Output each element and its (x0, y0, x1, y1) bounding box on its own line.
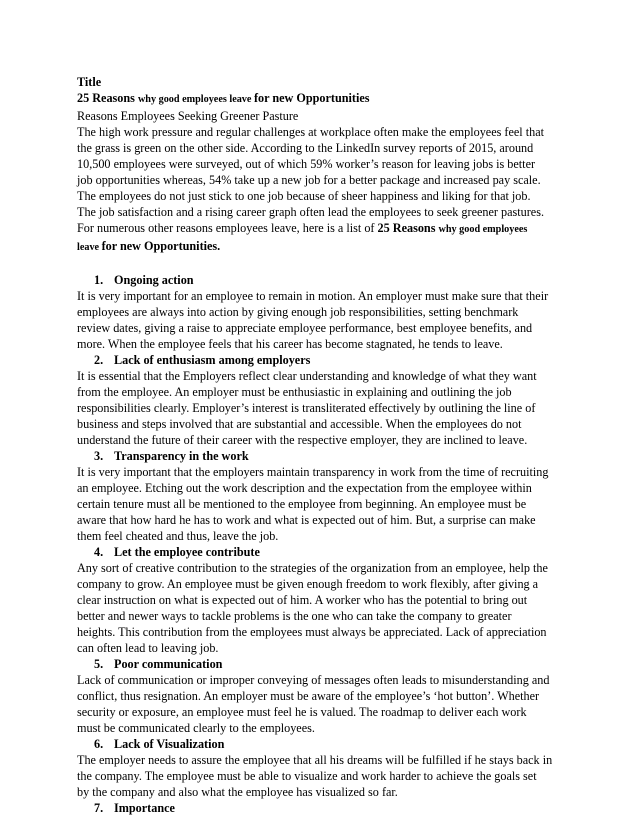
section-body-line: the company. The employee must be able to visualize and work harder to achieve the goals set (77, 769, 537, 783)
intro-bold: 25 Reasons (377, 221, 439, 235)
intro-bold-small: leave (77, 242, 102, 253)
section-heading-text: Lack of Visualization (114, 737, 225, 751)
title-part-a: 25 Reasons (77, 91, 138, 105)
section-body-line: must be communicated clearly to the employees. (77, 721, 315, 735)
title-part-b: why good employees leave (137, 94, 254, 105)
section (77, 352, 577, 448)
section (77, 736, 577, 800)
section-heading (77, 448, 577, 464)
section (77, 544, 577, 656)
section (77, 800, 577, 816)
section-heading (77, 544, 577, 560)
section-body-line: heights. This contribution from the employees must always be appreciated. Lack of appreciation (77, 625, 547, 639)
section-body-line: an employee. Etching out the work description and the expectation from the employee within (77, 481, 532, 495)
section-body-line: company to grow. An employee must be given enough freedom to work flexibly, after giving a (77, 577, 539, 591)
title-part-c: for new Opportunities (253, 91, 370, 105)
section-body-line: employees are always into action by giving enough job responsibilities, setting benchmark (77, 305, 519, 319)
section-body-line: security or exposure, an employee must feel he is valued. The roadmap to deliver each work (77, 705, 527, 719)
section-body-line: from the employee. An employer must be enthusiastic in explaining and outlining the job (77, 385, 512, 399)
section-body-line: It is very important that the employers maintain transparency in work from the time of recruiting (77, 465, 549, 479)
section-heading-text: Poor communication (114, 657, 223, 671)
intro-bold-small: why good employees (438, 224, 528, 235)
section-body-line: business and steps involved that are substantial and accessible. When the employees do not (77, 417, 522, 431)
intro-paragraph (77, 124, 577, 256)
section-number: 6. (94, 737, 104, 751)
section-heading-text: Let the employee contribute (114, 545, 260, 559)
section-heading (77, 272, 577, 288)
intro-line (77, 220, 577, 238)
section-heading-text: Ongoing action (114, 273, 194, 287)
intro-line (77, 238, 577, 256)
section-heading-text: Transparency in the work (114, 449, 249, 463)
section-heading (77, 656, 577, 672)
section-number: 5. (94, 657, 104, 671)
section-body-line: them feel cheated and thus, leave the job. (77, 529, 279, 543)
intro-line: The high work pressure and regular challenges at workplace often make the employees feel that (77, 125, 544, 139)
section-heading (77, 800, 577, 816)
section-heading (77, 352, 577, 368)
intro-text: For numerous other reasons employees leave, here is a list of (77, 221, 378, 235)
sections-list (77, 272, 577, 816)
section-number: 2. (94, 353, 104, 367)
section-body-line: by the company and also what the employee has visualized so far. (77, 785, 398, 799)
doc-title (77, 90, 577, 108)
section-body-line: responsibilities clearly. Employer’s interest is transliterated effectively by outlining the line of (77, 401, 536, 415)
section-body-line: can often lead to leaving job. (77, 641, 219, 655)
section-body-line: understand the future of their career with the respective employer, they are inclined to leave. (77, 433, 528, 447)
intro-line: The employees do not just stick to one job because of sheer happiness and liking for that job. (77, 189, 531, 203)
document-page (77, 74, 577, 816)
doc-label: Title (77, 75, 102, 89)
section-body-line: It is very important for an employee to remain in motion. An employer must make sure that their (77, 289, 549, 303)
section-body-line: more. When the employee feels that his career has become stagnated, he tends to leave. (77, 337, 503, 351)
section-number: 7. (94, 801, 104, 815)
section-body-line: certain tenure must all be mentioned to the employee from beginning. An employee must be (77, 497, 527, 511)
section-body-line: conflict, thus resignation. An employer must be aware of the employee’s ‘hot button’. Whether (77, 689, 540, 703)
intro-line: the grass is green on the other side. According to the LinkedIn survey reports of 2015, around (77, 141, 534, 155)
section (77, 448, 577, 544)
section-number: 3. (94, 449, 104, 463)
section-body-line: clear instruction on what is expected out of him. A worker who has the potential to bring out (77, 593, 528, 607)
section-body-line: It is essential that the Employers reflect clear understanding and knowledge of what they want (77, 369, 537, 383)
section-body-line: better and newer ways to tackle problems is the one who can take the company to greater (77, 609, 512, 623)
section-number: 4. (94, 545, 104, 559)
intro-line: 10,500 employees were surveyed, out of which 59% worker’s reason for leaving jobs is better (77, 157, 536, 171)
section-body-line: The employer needs to assure the employee that all his dreams will be fulfilled if he stays back in (77, 753, 553, 767)
section-heading (77, 736, 577, 752)
section-heading-text: Lack of enthusiasm among employers (114, 353, 311, 367)
section-number: 1. (94, 273, 104, 287)
spacer (77, 256, 577, 272)
section (77, 272, 577, 352)
intro-line: The job satisfaction and a rising career graph often lead the employees to seek greener pastures. (77, 205, 544, 219)
section-body-line: review dates, giving a raise to appreciate employee performance, best employee benefits, and (77, 321, 533, 335)
intro-bold: for new Opportunities. (101, 239, 221, 253)
section-heading-text: Importance (114, 801, 175, 815)
intro-line: job opportunities whereas, 54% take up a new job for a better package and increased pay scale. (77, 173, 541, 187)
section (77, 656, 577, 736)
section-body-line: Any sort of creative contribution to the strategies of the organization from an employee, help the (77, 561, 548, 575)
doc-subtitle: Reasons Employees Seeking Greener Pasture (77, 109, 299, 123)
section-body-line: aware that how hard he has to work and what is expected out of him. But, a surprise can make (77, 513, 536, 527)
section-body-line: Lack of communication or improper conveying of messages often leads to misunderstanding and (77, 673, 550, 687)
